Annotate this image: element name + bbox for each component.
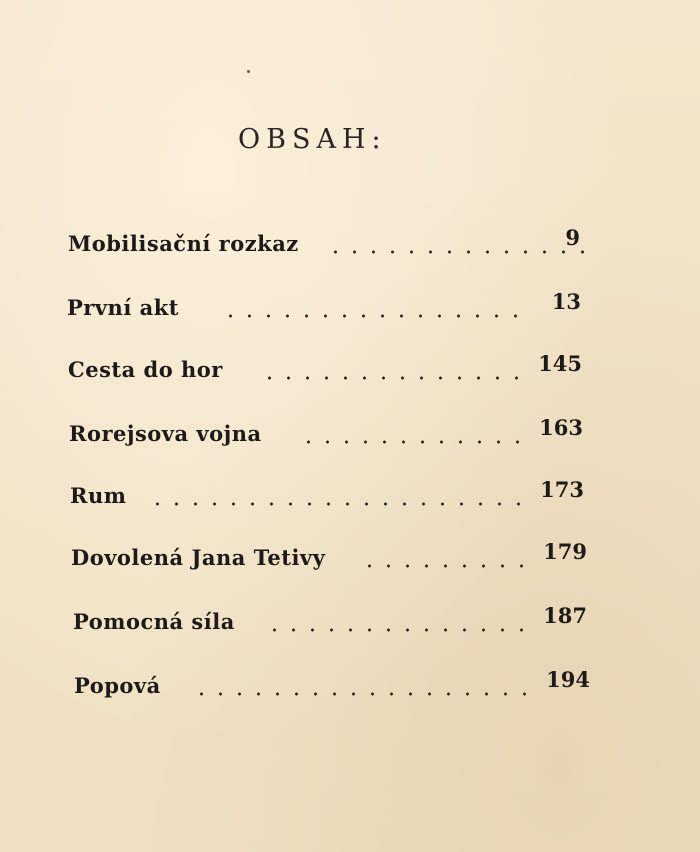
toc-entry-page: 163 xyxy=(539,415,583,440)
toc-entry-page: 179 xyxy=(543,539,587,564)
dot-leader xyxy=(217,314,525,318)
toc-entry xyxy=(68,348,582,388)
toc-entry-title: Cesta do hor xyxy=(68,357,223,382)
toc-entry-page: 9 xyxy=(565,225,580,250)
toc-entry-page: 145 xyxy=(538,351,582,376)
toc-entry xyxy=(73,600,587,640)
dot-leader xyxy=(295,440,527,444)
paper-speck xyxy=(247,70,250,73)
toc-entry-title: Mobilisační rozkaz xyxy=(68,231,299,256)
dot-leader xyxy=(259,628,531,632)
dot-leader xyxy=(258,376,526,380)
toc-entry-title: Rorejsova vojna xyxy=(69,421,262,446)
toc-entry xyxy=(74,664,590,704)
toc-entry-title: Popová xyxy=(74,673,161,698)
toc-entry xyxy=(68,222,580,262)
toc-entry-page: 194 xyxy=(546,667,590,692)
toc-entry-title: Rum xyxy=(70,483,127,508)
toc-entry-title: Pomocná síla xyxy=(73,609,235,634)
toc-entry-title: Dovolená Jana Tetivy xyxy=(71,545,326,570)
dot-leader xyxy=(192,692,534,696)
toc-entry xyxy=(71,536,587,576)
dot-leader xyxy=(330,250,592,254)
toc-entry-page: 173 xyxy=(540,477,584,502)
page-title: OBSAH: xyxy=(238,124,387,155)
toc-entry xyxy=(69,412,583,452)
toc-entry-page: 187 xyxy=(543,603,587,628)
dot-leader xyxy=(152,502,528,506)
toc-entry xyxy=(67,286,581,326)
toc-entry xyxy=(70,474,584,514)
toc-entry-page: 13 xyxy=(551,289,581,314)
toc-entry-title: První akt xyxy=(67,295,179,320)
dot-leader xyxy=(363,564,531,568)
